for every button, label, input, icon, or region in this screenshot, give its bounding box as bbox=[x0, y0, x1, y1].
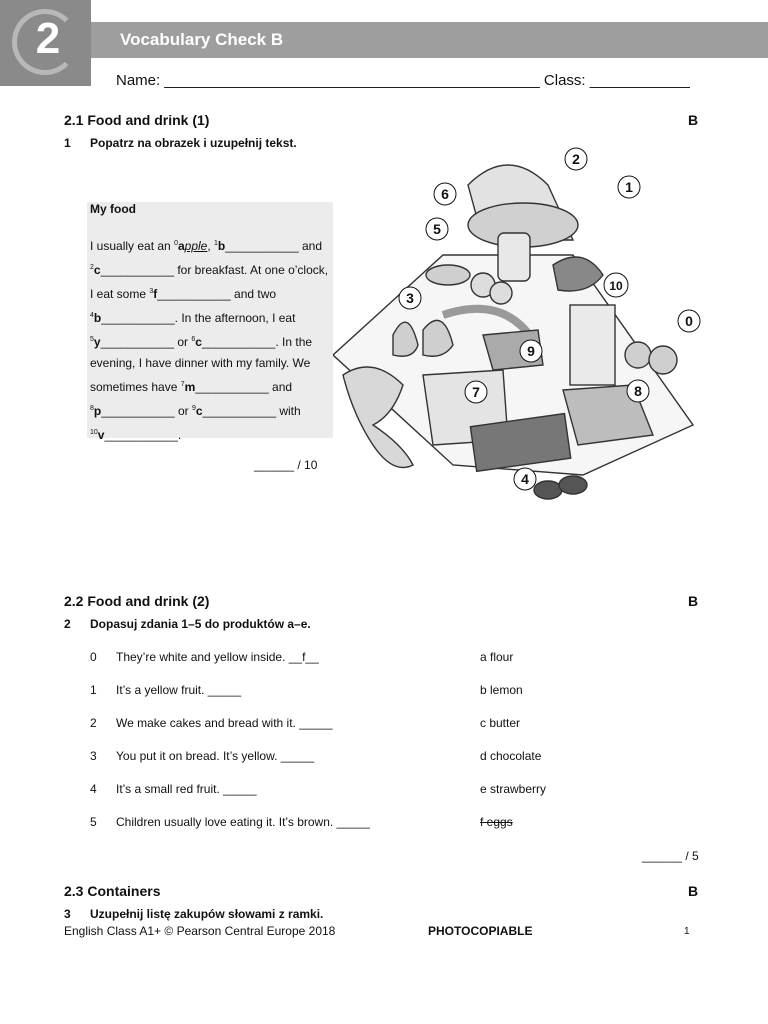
label-0: 0 bbox=[685, 313, 693, 329]
story-text: I usually eat an $^0$apple, $^1$b___________ and $^2$c___________ for breakfast. At one o’clock, I eat some $^3$f___________ and two $^4$b___________. In the afternoon, I eat $^5$y___________ or $^6$c___________. In the evening, I have dinner with my family. We sometimes have $^7$m___________ and $^8$p___________ or $^9$c___________ with $^{10}$v___________. bbox=[90, 239, 329, 442]
title-bar bbox=[91, 22, 768, 58]
section-2-version: B bbox=[688, 593, 699, 609]
label-1: 1 bbox=[625, 179, 633, 195]
story-title: My food bbox=[90, 202, 136, 216]
answer-option: c butter bbox=[480, 716, 521, 730]
label-10: 10 bbox=[609, 279, 623, 293]
exercise-3-instruction: Uzupełnij listę zakupów słowami z ramki. bbox=[90, 907, 324, 921]
unit-badge bbox=[0, 0, 91, 86]
item-text: It’s a yellow fruit. _____ bbox=[116, 683, 242, 697]
label-8: 8 bbox=[634, 383, 642, 399]
item-text: You put it on bread. It’s yellow. _____ bbox=[116, 749, 315, 763]
item-text: We make cakes and bread with it. _____ bbox=[116, 716, 333, 730]
label-3: 3 bbox=[406, 290, 414, 306]
label-6: 6 bbox=[441, 186, 449, 202]
answer-option: d chocolate bbox=[480, 749, 542, 763]
label-9: 9 bbox=[527, 343, 535, 359]
item-number: 0 bbox=[90, 650, 97, 664]
answer-option: b lemon bbox=[480, 683, 523, 697]
footer-photocopiable: PHOTOCOPIABLE bbox=[428, 924, 533, 938]
label-7: 7 bbox=[472, 384, 480, 400]
item-number: 2 bbox=[90, 716, 97, 730]
section-1-score: ______ / 10 bbox=[254, 458, 318, 472]
label-4: 4 bbox=[521, 471, 529, 487]
story-box bbox=[87, 202, 333, 442]
exercise-1-number: 1 bbox=[64, 136, 71, 150]
unit-number: 2 bbox=[35, 14, 61, 63]
exercise-2-instruction: Dopasuj zdania 1–5 do produktów a–e. bbox=[90, 617, 311, 631]
footer-copyright: English Class A1+ © Pearson Central Europe 2018 bbox=[64, 924, 336, 938]
item-text: They’re white and yellow inside. __f__ bbox=[116, 650, 319, 664]
answer-option-example: f eggs bbox=[480, 815, 513, 829]
label-2: 2 bbox=[572, 151, 580, 167]
section-3-version: B bbox=[688, 883, 699, 899]
section-1-version: B bbox=[688, 112, 699, 128]
item-text: Children usually love eating it. It’s brown. _____ bbox=[116, 815, 370, 829]
answer-option: a flour bbox=[480, 650, 514, 664]
label-5: 5 bbox=[433, 221, 441, 237]
exercise-3-number: 3 bbox=[64, 907, 71, 921]
page-title: Vocabulary Check B bbox=[120, 30, 284, 49]
section-1-title: 2.1 Food and drink (1) bbox=[64, 112, 210, 128]
item-number: 3 bbox=[90, 749, 97, 763]
section-2-title: 2.2 Food and drink (2) bbox=[64, 593, 210, 609]
answer-option: e strawberry bbox=[480, 782, 547, 796]
item-text: It’s a small red fruit. _____ bbox=[116, 782, 257, 796]
name-class-line: Name: _____________________________________________ Class: ____________ bbox=[116, 72, 690, 89]
item-number: 1 bbox=[90, 683, 97, 697]
section-2-score: ______ / 5 bbox=[642, 849, 699, 863]
item-number: 5 bbox=[90, 815, 97, 829]
page-number: 1 bbox=[684, 926, 690, 937]
exercise-2-number: 2 bbox=[64, 617, 71, 631]
item-number: 4 bbox=[90, 782, 97, 796]
section-3-title: 2.3 Containers bbox=[64, 883, 161, 899]
food-pyramid-illustration bbox=[333, 145, 709, 515]
exercise-1-instruction: Popatrz na obrazek i uzupełnij tekst. bbox=[90, 136, 297, 150]
